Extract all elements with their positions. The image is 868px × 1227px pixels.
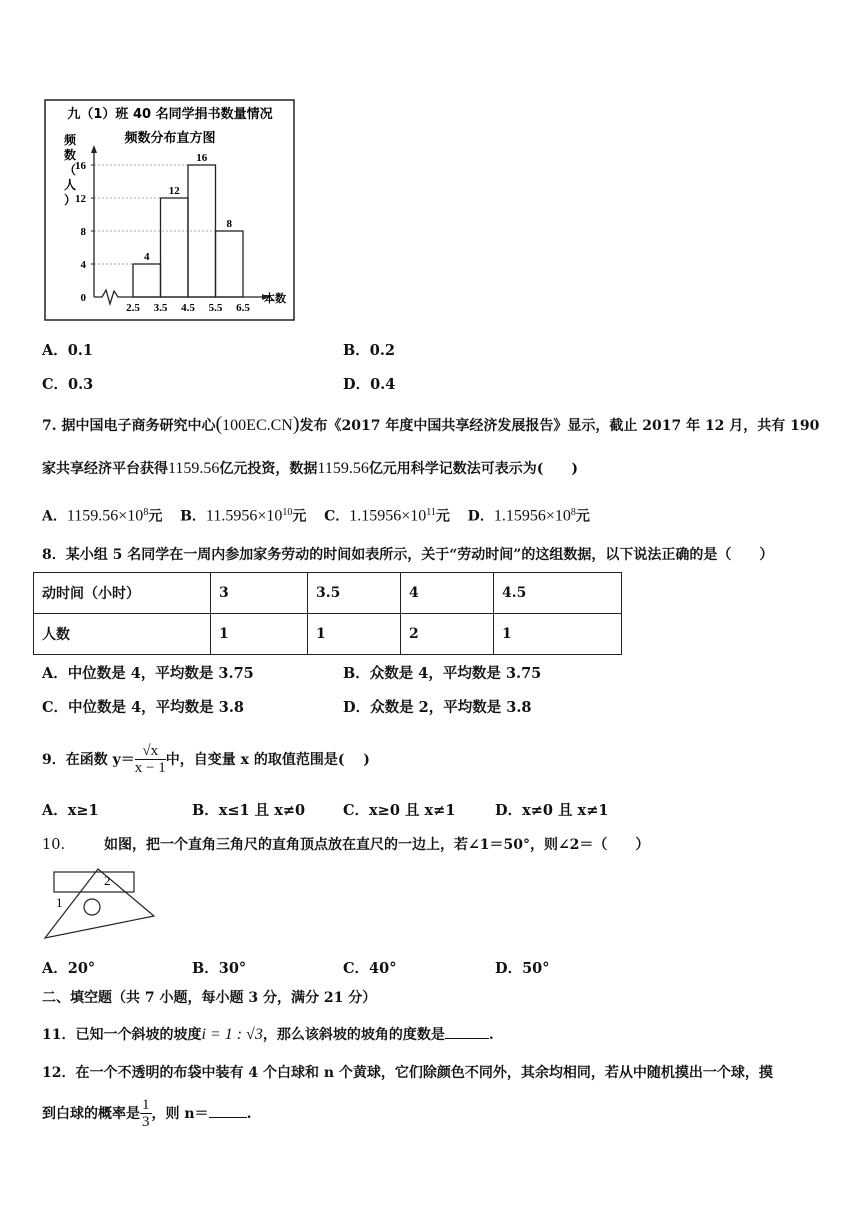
q8-option-a: A．中位数是 4，平均数是 3.75	[42, 665, 254, 682]
q11-answer-blank	[445, 1026, 489, 1039]
q7-mid: 发布《2017 年度中国共享经济发展报告》显示，截止 2017 年 12 月，共有 190	[299, 418, 820, 434]
ylabel-char: 频	[64, 133, 77, 147]
histogram-figure	[44, 99, 296, 322]
q7-prefix: 7. 据中国电子商务研究中心	[42, 418, 216, 434]
y-tick-label: 4	[80, 259, 86, 271]
y-tick-label: 8	[80, 226, 86, 238]
q6-option-a: A．0.1	[42, 342, 93, 359]
q12-stem-line1: 12．在一个不透明的布袋中装有 4 个白球和 n 个黄球，它们除颜色不同外，其余均相同，若从中随机摸出一个球，摸	[42, 1065, 773, 1081]
bar-data-label: 8	[226, 218, 232, 230]
histogram-bar	[133, 264, 161, 297]
q12-suffix: ，则 n＝	[151, 1106, 209, 1122]
q9-fraction	[135, 743, 166, 778]
ruler-triangle-figure	[40, 866, 160, 942]
chart-title-line2: 频数分布直方图	[124, 131, 216, 146]
bar-data-label: 12	[168, 185, 180, 197]
y-tick-label: 12	[75, 193, 86, 205]
y-tick-label: 0	[80, 292, 86, 304]
q9-option-b: B．x≤1 且 x≠0	[192, 802, 306, 819]
q12-numerator: 1	[142, 1096, 150, 1113]
q10-number: 10.	[42, 837, 66, 853]
x-tick-label: 3.5	[153, 302, 168, 314]
q8-table	[33, 572, 622, 655]
q8-stem: 8．某小组 5 名同学在一周内参加家务劳动的时间如表所示，关于“劳动时间”的这组数据，以下说法正确的是（ ）	[42, 547, 774, 563]
q7-d-label: D．	[467, 508, 494, 525]
q8-option-b: B．众数是 4，平均数是 3.75	[343, 665, 542, 682]
q7-a-unit: 元	[148, 508, 163, 525]
ylabel-char: （	[64, 163, 77, 177]
q7-num1: 1159.56	[168, 460, 220, 477]
q9-denominator: x − 1	[134, 760, 166, 777]
q7-d-exp: 8	[570, 507, 576, 518]
q7-stem-line2	[42, 461, 578, 477]
bar-data-label: 16	[196, 152, 208, 164]
table-cell: 1	[211, 614, 308, 655]
q6-option-b: B．0.2	[343, 342, 395, 359]
q9-stem	[42, 738, 370, 782]
q7-c-coef: 1.15956×10	[349, 507, 427, 525]
table-cell: 人数	[34, 614, 211, 655]
table-cell: 3.5	[308, 573, 401, 614]
q11-suffix: ，那么该斜坡的坡角的度数是	[262, 1027, 445, 1043]
section-heading-fill-in: 二、填空题（共 7 小题，每小题 3 分，满分 21 分）	[42, 990, 377, 1006]
q6-option-c: C．0.3	[42, 376, 94, 393]
q10-option-d: D．50°	[495, 960, 550, 977]
q7-d-unit: 元	[575, 508, 590, 525]
q9-option-a: A．x≥1	[42, 802, 99, 819]
x-tick-label: 5.5	[208, 302, 223, 314]
q7-num2: 1159.56	[317, 460, 369, 477]
table-cell: 动时间（小时）	[34, 573, 211, 614]
table-cell: 2	[401, 614, 494, 655]
q10-option-a: A．20°	[42, 960, 96, 977]
table-cell: 4.5	[494, 573, 622, 614]
table-cell: 4	[401, 573, 494, 614]
q11-stem	[42, 1026, 494, 1043]
q7-b-label: B．	[180, 508, 206, 525]
q7-paren-text: 100EC.CN	[222, 417, 293, 434]
x-tick-label: 6.5	[236, 302, 250, 314]
table-cell: 1	[494, 614, 622, 655]
q7-b-unit: 元	[292, 508, 307, 525]
q9-prefix: 9．在函数 y＝	[42, 752, 135, 768]
q10-option-c: C．40°	[343, 960, 397, 977]
angle-label-1: 1	[56, 895, 63, 910]
q7-a-label: A．	[42, 508, 67, 525]
q10-stem: 如图，把一个直角三角尺的直角顶点放在直尺的一边上，若∠1＝50°，则∠2＝（ ）	[104, 837, 650, 853]
q7-d-coef: 1.15956×10	[493, 507, 571, 525]
ylabel-char: 人	[64, 178, 77, 192]
q9-numerator: √x	[135, 743, 166, 761]
angle-label-2: 2	[104, 873, 111, 888]
q9-suffix: 中，自变量 x 的取值范围是( )	[165, 752, 370, 768]
q12-end: .	[246, 1106, 252, 1122]
q11-end: .	[488, 1027, 494, 1043]
q7-l2b: 亿元投资，数据	[219, 461, 318, 477]
q10-option-b: B．30°	[192, 960, 247, 977]
ylabel-char: 数	[64, 148, 77, 162]
q6-option-d: D．0.4	[343, 376, 396, 393]
table-cell: 1	[308, 614, 401, 655]
q11-ratio: i = 1 : √3	[201, 1026, 263, 1043]
q7-l2c: 亿元用科学记数法可表示为( )	[368, 461, 579, 477]
x-tick-label: 4.5	[181, 302, 195, 314]
q8-option-d: D．众数是 2，平均数是 3.8	[343, 699, 532, 716]
q12-denominator: 3	[142, 1114, 150, 1131]
q7-c-exp: 11	[426, 507, 436, 518]
q8-option-c: C．中位数是 4，平均数是 3.8	[42, 699, 244, 716]
histogram-bar	[216, 231, 244, 297]
chart-xlabel: 本数	[264, 292, 286, 305]
q7-c-label: C．	[324, 508, 350, 525]
q7-stem-line1: 7. 据中国电子商务研究中心(100EC.CN)发布《2017 年度中国共享经济发展报告》显示，截止 2017 年 12 月，共有 190	[42, 413, 820, 435]
q12-stem-line2	[42, 1094, 251, 1134]
y-axis-arrow	[91, 145, 97, 153]
q7-a-coef: 1159.56×10	[66, 507, 144, 525]
q7-a-exp: 8	[143, 507, 149, 518]
q12-fraction	[140, 1097, 152, 1132]
ylabel-char: ）	[64, 193, 77, 207]
q12-answer-blank	[209, 1105, 247, 1118]
table-row	[34, 614, 622, 655]
table-cell: 3	[211, 573, 308, 614]
q7-options	[42, 508, 590, 525]
q9-option-c: C．x≥0 且 x≠1	[343, 802, 456, 819]
q11-prefix: 11．已知一个斜坡的坡度	[42, 1027, 202, 1043]
q7-b-exp: 10	[282, 507, 293, 518]
q7-c-unit: 元	[435, 508, 450, 525]
q7-l2a: 家共享经济平台获得	[42, 461, 168, 477]
q12-prefix: 到白球的概率是	[42, 1106, 140, 1122]
chart-title-line1: 九（1）班 40 名同学捐书数量情况	[67, 107, 273, 122]
histogram-bar	[161, 198, 189, 297]
x-tick-label: 2.5	[126, 302, 140, 314]
q7-b-coef: 11.5956×10	[205, 507, 283, 525]
q9-option-d: D．x≠0 且 x≠1	[495, 802, 609, 819]
y-tick-label: 16	[75, 160, 86, 172]
triangle-hole	[84, 899, 100, 915]
table-row	[34, 573, 622, 614]
bar-data-label: 4	[144, 251, 150, 263]
